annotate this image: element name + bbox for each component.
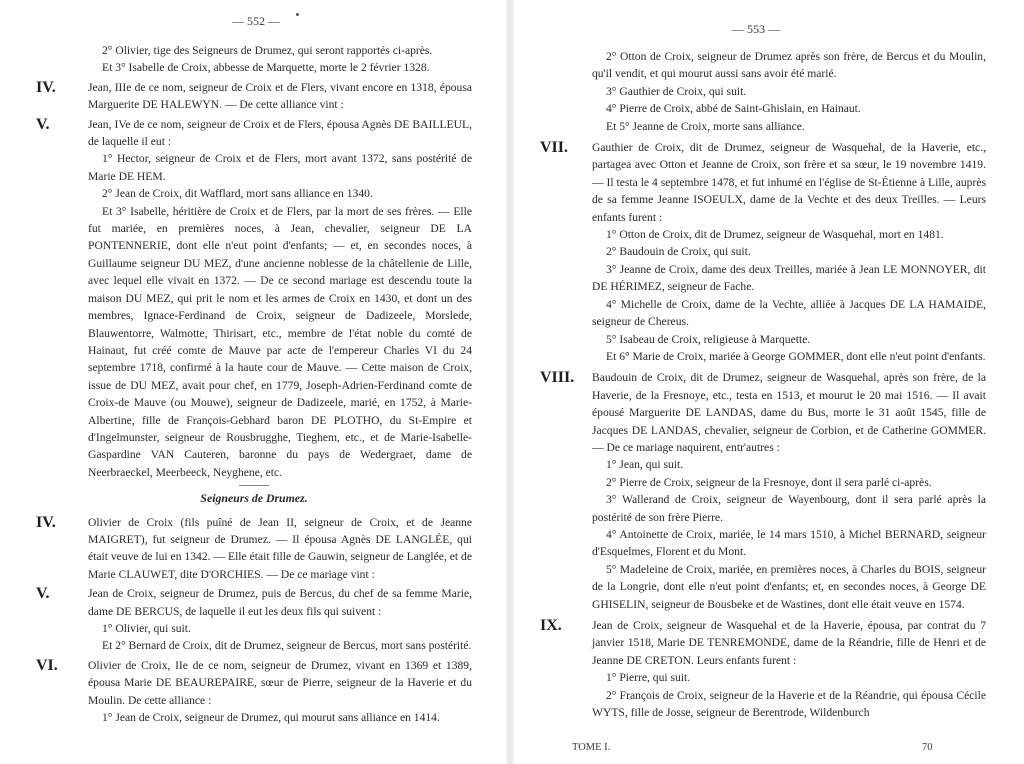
page-number: — 552 — (232, 14, 280, 28)
generation-numeral: VIII. (540, 369, 575, 387)
paragraph: 2° Jean de Croix, dit Wafflard, mort sans alliance en 1340. (102, 187, 373, 201)
paragraph: Et 3° Isabelle de Croix, abbesse de Marquette, morte le 2 février 1328. (102, 61, 430, 75)
paragraph: 3° Wallerand de Croix, seigneur de Wayenbourg, dont il sera parlé après la postérité de son frère Pierre. (592, 493, 986, 524)
paragraph: 5° Isabeau de Croix, religieuse à Marquette. (606, 332, 811, 346)
generation-entry (36, 79, 472, 114)
book-gutter (506, 0, 514, 764)
section-heading: Seigneurs de Drumez. (200, 491, 308, 506)
paragraph: Jean, IVe de ce nom, seigneur de Croix et de Flers, épousa Agnès DE BAILLEUL, de laquelle il eut : (88, 117, 472, 149)
right-page (514, 0, 1024, 764)
generation-entry (540, 369, 986, 456)
paragraph: Baudouin de Croix, dit de Drumez, seigneur de Wasquehal, après son frère, de la Haverie, de la Fresnoye, etc., testa en 1513, et mourut le 20 mai 1516. — Il avait épousé Marguerite DE LANDAS, dame du Bus, morte le 31 août 1545, fille de Jacques DE LANDAS, chevalier, seigneur de Corbion, et de Catherine GOMMER. — De ce mariage naquirent, entr'autres : (592, 371, 986, 454)
paragraph: 3° Jeanne de Croix, dame des deux Treilles, mariée à Jean LE MONNOYER, dit DE HÉRIMEZ, seigneur de Fache. (592, 262, 986, 294)
generation-numeral: V. (36, 115, 50, 133)
generation-numeral: V. (36, 585, 50, 603)
paragraph: Jean, IIIe de ce nom, seigneur de Croix et de Flers, vivant encore en 1318, épousa Marguerite DE HALEWYN. — De cette alliance vint : (88, 80, 472, 112)
paragraph: 1° Olivier, qui suit. (102, 622, 191, 635)
paragraph: 4° Pierre de Croix, abbé de Saint-Ghislain, en Hainaut. (606, 102, 861, 116)
page-number: — 553 — (732, 22, 780, 36)
generation-numeral: IV. (36, 78, 56, 96)
generation-numeral: VII. (540, 139, 569, 157)
paragraph: 4° Michelle de Croix, dame de la Vechte, alliée à Jacques DE LA HAMAIDE, seigneur de Chereus. (592, 297, 986, 329)
section-divider (239, 485, 269, 486)
paragraph: Et 2° Bernard de Croix, dit de Drumez, seigneur de Bercus, mort sans postérité. (102, 639, 472, 653)
paragraph: 3° Gauthier de Croix, qui suit. (606, 84, 747, 98)
paragraph: 1° Jean de Croix, seigneur de Drumez, qui mourut sans alliance en 1414. (102, 711, 440, 725)
paragraph: 1° Jean, qui suit. (606, 458, 684, 472)
paragraph: 1° Pierre, qui suit. (606, 671, 691, 685)
paragraph: Et 6° Marie de Croix, mariée à George GOMMER, dont elle n'eut point d'enfants. (606, 349, 986, 363)
paragraph: 1° Otton de Croix, dit de Drumez, seigneur de Wasquehal, mort en 1481. (606, 228, 944, 242)
footer-volume: TOME I. (572, 742, 611, 753)
paragraph: Olivier de Croix (fils puîné de Jean II, seigneur de Croix, et de Jeanne MAIGRET), fut seigneur de Drumez. — Il épousa Agnès DE LANGLÉE, qui était veuve de lui en 1342. — Elle était fille de Gauwin, seigneur de Langlée, et de Marie CLAUWET, dite D'ORCHIES. — De ce mariage vint : (88, 515, 472, 581)
generation-entry (540, 617, 986, 669)
footer-signature: 70 (922, 742, 933, 753)
paragraph: Gauthier de Croix, dit de Drumez, seigneur de Wasquehal, de la Haverie, etc., partagea avec Otton et Jeanne de Croix, son frère et sa sœur, le 19 novembre 1419. — Il testa le 4 septembre 1478, et fut inhumé en l'église de St-Étienne à Lille, auprès de sa femme Jeanne ISOEULX, dame de la Vechte et des deux Treilles. — Leurs enfants furent : (592, 141, 986, 224)
generation-numeral: IV. (36, 513, 56, 531)
left-page (0, 0, 506, 764)
paragraph: 2° Baudouin de Croix, qui suit. (606, 245, 751, 259)
generation-entry (36, 657, 472, 709)
paragraph: 2° François de Croix, seigneur de la Haverie et de la Réandrie, qui épousa Cécile WYTS, fille de Josse, seigneur de Berentrode, Wildenburch (592, 688, 986, 720)
text-column (540, 48, 986, 721)
paragraph: Et 3° Isabelle, héritière de Croix et de Flers, par la mort de ses frères. — Elle fut mariée, en premières noces, à Jean, chevalier, seigneur DE LA PONTENNERIE, dont elle n'eut point d'enfants; — et, en secondes noces, à Guillaume seigneur DU MEZ, d'une ancienne noblesse de la châtellenie de Lille, avec lequel elle vivait en 1372. — De ce second mariage est descendu toute la maison DU MEZ, qui prit le nom et les armes de Croix en 1430, et dont un des membres, Ignace-Ferdinand de Croix, seigneur de Dadizeele, Morslede, Blauwentorre, Walmotte, Thirisart, etc., membre de l'état noble du comté de Hainaut, fut créé comte de Mauve par acte de l'empereur Charles VI du 24 septembre 1718, confirmé à la haute cour de Mauve. — Cette maison de Croix, issue de DU MEZ, avait pour chef, en 1779, Joseph-Adrien-Ferdinand comte de Croix-de Mauve (ou Mouwe), seigneur de Dadizeele, marié, en 1752, à Marie-Albertine, fille de François-Gebhard baron DE PLOTHO, du St-Empire et d'Ingelmunster, seigneur de Rousbrugghe, Tieghem, etc., et de Marie-Isabelle-Gaspardine VAN Cauteren, baronne du pays de Wedergraet, dame de Neerbraeckel, Meerbeeck, Neyghene, etc. (88, 204, 472, 479)
generation-entry (36, 585, 472, 620)
generation-entry (36, 116, 472, 151)
paragraph: 1° Hector, seigneur de Croix et de Flers, mort avant 1372, sans postérité de Marie DE HEM. (88, 152, 472, 183)
generation-numeral: IX. (540, 617, 562, 634)
text-column (36, 42, 472, 726)
paragraph: 2° Pierre de Croix, seigneur de la Fresnoye, dont il sera parlé ci-après. (606, 475, 932, 489)
generation-numeral: VI. (36, 656, 58, 674)
paragraph: Jean de Croix, seigneur de Wasquehal et de la Haverie, épousa, par contrat du 7 janvier 1518, Marie DE TENREMONDE, dame de la Réandrie, fille de Henri et de Jeanne DE CRETON. Leurs enfants furent : (592, 619, 986, 667)
paragraph: Et 5° Jeanne de Croix, morte sans alliance. (606, 119, 805, 133)
generation-entry (540, 139, 986, 226)
paragraph: Olivier de Croix, IIe de ce nom, seigneur de Drumez, vivant en 1369 et 1389, épousa Marie DE BEAUREPAIRE, sœur de Pierre, seigneur de la Haverie et du Moulin. De cette alliance : (88, 658, 472, 707)
paragraph: 2° Olivier, tige des Seigneurs de Drumez, qui seront rapportés ci-après. (102, 44, 433, 57)
generation-entry (36, 514, 472, 584)
paragraph: 5° Madeleine de Croix, mariée, en premières noces, à Charles du BOIS, seigneur de la Longrie, dont elle n'eut point d'enfants; et, en secondes noces, à George DE GHISELIN, seigneur de Bousbeke et de Wastines, dont elle était veuve en 1574. (592, 562, 986, 611)
paragraph: Jean de Croix, seigneur de Drumez, puis de Bercus, du chef de sa femme Marie, dame DE BERCUS, de laquelle il eut les deux fils qui suivent : (88, 587, 472, 618)
paragraph: 2° Otton de Croix, seigneur de Drumez après son frère, de Bercus et du Moulin, qu'il vendit, et qui mourut aussi sans avoir été marié. (592, 50, 986, 81)
paragraph: 4° Antoinette de Croix, mariée, le 14 mars 1510, à Michel BERNARD, seigneur d'Esquelmes, Florent et du Mont. (592, 527, 986, 559)
print-speck (296, 13, 299, 16)
